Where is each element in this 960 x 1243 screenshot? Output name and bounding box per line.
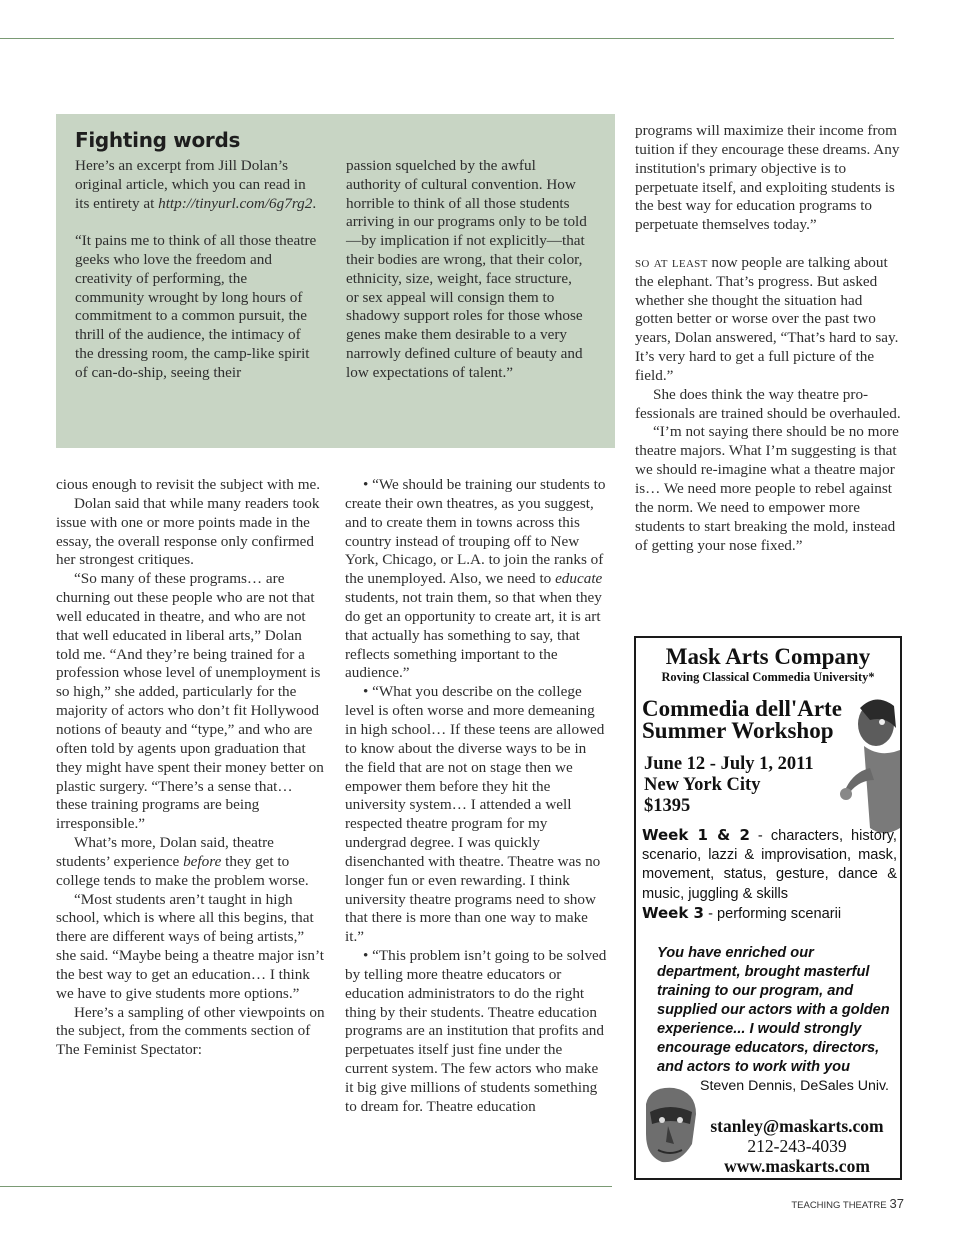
sidebar-column-right [346,157,588,383]
comment-bullet: • “This problem isn’t going to be solved by telling more theatre educators or education administrators to do the right thing by their students. Theatre education programs are an institution that profits and perpetuates itself just fine under the current system. The few actors who make it big give millions of students something to dream for. Theatre education [345,947,607,1115]
page-footer [791,1196,904,1211]
sidebar-quote-end: passion squelched by the awful authority of cultural convention. How horrible to think of all those students arriving in our programs only to be told—by implication if not explicitly—that their bodies are wrong, that their color, ethnicity, size, weight, face structure, or sex appeal will consign them to shadowy support roles for those whose genes make them desirable to a very narrowly defined culture of beauty and low expectations of talent.” [346,157,587,381]
publication-name: TEACHING THEATRE [791,1200,887,1211]
ad-website[interactable]: www.maskarts.com [724,1156,870,1176]
comment-bullet: • “What you describe on the college level is often worse and more demeaning in high school… If these teens are allowed to know about the diverse ways to be in the field that are not on stage then we empower them before they hit the university system… I attended a well respected theatre program for my undergrad degree. I was quickly disenchanted with theatre. Theatre was no longer fun or even rewarding. I think university theatre programs need to show that there is more than one way to make it.” [345,683,605,946]
article-column-1 [56,476,326,1060]
ad-company-name: Mask Arts Company [665,644,871,669]
ad-testimonial: You have enriched our department, brought masterful training to our program, and supplied our actors with a golden experience... I would strongly encourage educators, directors, and actors to work with you [657,945,890,1075]
sidebar-title: Fighting words [75,128,241,152]
article-link[interactable]: http://tinyurl.com/6g7rg2 [158,194,313,212]
paragraph: “I’m not saying there should be no more theatre majors. What I’m suggesting is that we should re-imagine what a theatre major is… We need more people to rebel against the norm. We need to empower more students to start breaking the mold, instead of getting your nose fixed.” [635,423,899,554]
ad-email[interactable]: stanley@maskarts.com [710,1116,884,1136]
paragraph: programs will maximize their income from tuition if they encourage these dreams. Any institution's primary objective is to perpetuate itself, and exploiting students is the best way for education programs to perpetuate themselves today.” [635,122,900,234]
comment-bullet: • “We should be training our students to create their own theatres, as you suggest, and to create them in towns across this country instead of trouping off to New York, Chicago, or L.A. to join the ranks of the unemployed. Also, we need to educate students, not train them, so that when they do get an opportunity to create art, it is art that actually has something to say, that reflects something important to the audience.” [345,476,606,682]
article-column-3 [635,122,901,555]
ad-curriculum [642,826,897,924]
ad-testimonial-attribution: Steven Dennis, DeSales Univ. [700,1078,889,1094]
paragraph: What’s more, Dolan said, theatre students’ experience before they get to college tends to make the problem worse. [56,834,309,889]
article-column-2 [345,476,608,1117]
paragraph: “Most students aren’t taught in high school, which is where all this begins, that there are different ways of being artists,” she said. “Maybe being a theatre major isn’t the best way to get an education… I think we have to give students more options.” [56,890,324,1002]
ad-tagline: Roving Classical Commedia University* [661,670,875,684]
fighting-words-sidebar [56,114,615,448]
ad-city: New York City [644,775,761,795]
commedia-mask-illustration [640,1084,702,1174]
sidebar-intro: Here’s an excerpt from Jill Dolan’s original article, which you can read in its entirety at http://tinyurl.com/6g7rg2. [75,157,317,212]
paragraph: Dolan said that while many readers took issue with one or more points made in the essay, the overall response only confirmed her strongest critiques. [56,494,320,569]
mask-arts-advertisement [634,636,902,1180]
paragraph: so at least now people are talking about the elephant. That’s progress. But asked whether she thought the situation had gotten better or worse over the past two years, Dolan answered, “That’s hard to say. It’s very hard to get a full picture of the field.” [635,253,899,384]
ad-date-location-price [644,754,844,817]
ad-workshop-title: Commedia dell'Arte Summer Workshop [642,696,842,743]
paragraph: She does think the way theatre professionals are trained should be overhauled. [635,385,901,422]
ad-price: $1395 [644,796,691,816]
paragraph: Here’s a sampling of other viewpoints on the subject, from the comments section of The Feminist Spectator: [56,1003,325,1059]
bottom-rule [0,1186,612,1187]
sidebar-quote-start: “It pains me to think of all those theatre geeks who love the freedom and creativity of performing, the community wrought by long hours of commitment to a common pursuit, the thrill of the audience, the intimacy of the dressing room, the camp-like spirit of can-do-ship, seeing their [75,232,317,381]
lead-in-smallcaps: so at least [635,253,708,271]
sidebar-column-left [75,157,317,383]
paragraph: cious enough to revisit the subject with me. [56,476,321,493]
week-3: Week 3 - performing scenarii [642,903,842,922]
ad-dates: June 12 - July 1, 2011 [644,754,814,774]
top-rule [0,38,894,39]
week-1-2: Week 1 & 2 - characters, history, scenario, lazzi & improvisation, mask, movement, status, gesture, dance & music, juggling & skills [642,826,897,902]
ad-phone: 212-243-4039 [747,1136,847,1156]
paragraph: “So many of these programs… are churning out these people who are not that well educated in theatre, and who are not that well educated in liberal arts,” Dolan told me. “And they’re being trained for a profession whose level of unemployment is so high,” she added, particularly for the majority of actors who don’t fit Hollywood notions of beauty and “type,” and who are often told by agents upon graduation that they might have spent their money better on plastic surgery. “There’s a sense that… these training programs are being irresponsible.” [56,570,324,833]
page-number: 37 [889,1196,904,1211]
ad-contact [694,1116,900,1176]
